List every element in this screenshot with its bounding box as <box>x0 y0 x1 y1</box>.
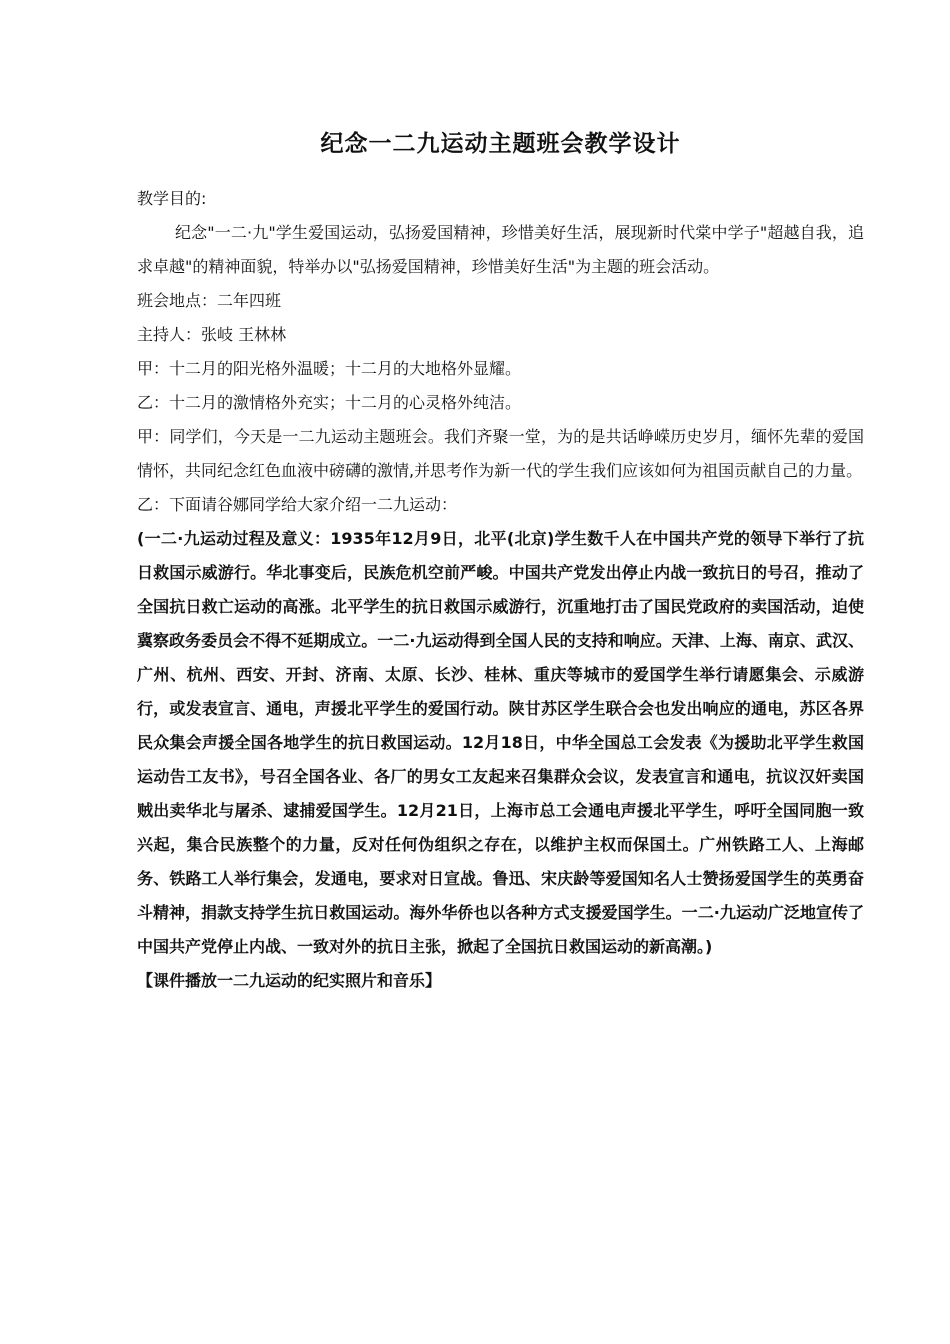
dialogue-yi-1: 乙：十二月的激情格外充实；十二月的心灵格外纯洁。 <box>137 393 522 412</box>
dialogue-jia-1: 甲：十二月的阳光格外温暖；十二月的大地格外显耀。 <box>137 359 522 378</box>
courseware-note: 【课件播放一二九运动的纪实照片和音乐】 <box>137 971 442 990</box>
meeting-location: 班会地点：二年四班 <box>137 291 282 310</box>
objective-heading: 教学目的: <box>137 189 207 208</box>
history-paragraph: (一二·九运动过程及意义：1935年12月9日，北平(北京)学生数千人在中国共产党的领导下举行了抗日救国示威游行。华北事变后，民族危机空前严峻。中国共产党发出停止内战一致抗日的号召，推动了全国抗日救亡运动的高涨。北平学生的抗日救国示威游行，沉重地打击了国民党政府的卖国活动，迫使冀察政务委员会不得不延期成立。一二·九运动得到全国人民的支持和响应。天津、上海、南京、武汉、广州、杭州、西安、开封、济南、太原、长沙、桂林、重庆等城市的爱国学生举行请愿集会、示威游行，或发表宣言、通电，声援北平学生的爱国行动。陕甘苏区学生联合会也发出响应的通电，苏区各界民众集会声援全国各地学生的抗日救国运动。12月18日，中华全国总工会发表《为援助北平学生救国运动告工友书》，号召全国各业、各厂的男女工友起来召集群众会议，发表宣言和通电，抗议汉奸卖国贼出卖华北与屠杀、逮捕爱国学生。12月21日，上海市总工会通电声援北平学生，呼吁全国同胞一致兴起，集合民族整个的力量，反对任何伪组织之存在，以维护主权而保国土。广州铁路工人、上海邮务、铁路工人举行集会，发通电，要求对日宣战。鲁迅、宋庆龄等爱国知名人士赞扬爱国学生的英勇奋斗精神，捐款支持学生抗日救国运动。海外华侨也以各种方式支援爱国学生。一二·九运动广泛地宣传了中国共产党停止内战、一致对外的抗日主张，掀起了全国抗日救国运动的新高潮。) <box>137 529 864 956</box>
document-page <box>137 128 864 998</box>
dialogue-yi-2: 乙：下面请谷娜同学给大家介绍一二九运动： <box>137 495 458 514</box>
document-title: 纪念一二九运动主题班会教学设计 <box>320 131 681 157</box>
dialogue-jia-2: 甲：同学们，今天是一二九运动主题班会。我们齐聚一堂，为的是共话峥嵘历史岁月，缅怀先辈的爱国情怀，共同纪念红色血液中磅礴的激情,并思考作为新一代的学生我们应该如何为祖国贡献自己的力量。 <box>137 427 864 480</box>
hosts: 主持人：张岐 王林林 <box>137 325 287 344</box>
objective-paragraph: 纪念"一二·九"学生爱国运动，弘扬爱国精神，珍惜美好生活，展现新时代棠中学子"超越自我，追求卓越"的精神面貌，特举办以"弘扬爱国精神，珍惜美好生活"为主题的班会活动。 <box>137 223 864 276</box>
